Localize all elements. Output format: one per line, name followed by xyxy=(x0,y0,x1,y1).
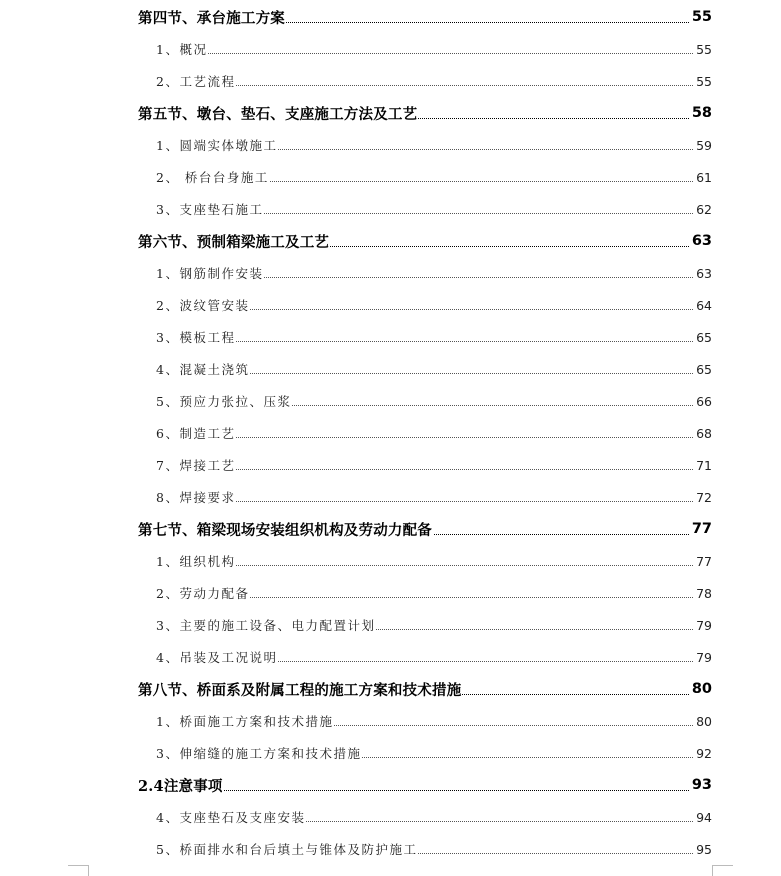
toc-page-number: 78 xyxy=(696,585,712,601)
toc-page-number: 77 xyxy=(691,521,712,537)
toc-subsection-entry[interactable] xyxy=(0,486,781,508)
toc-page-number: 63 xyxy=(696,265,712,281)
toc-page-number: 79 xyxy=(696,649,712,665)
toc-dot-leader xyxy=(160,437,693,438)
toc-page-number: 55 xyxy=(696,73,712,89)
toc-page-number: 79 xyxy=(696,617,712,633)
toc-subsection-entry[interactable] xyxy=(0,262,781,284)
toc-entry-title: 1、圆端实体墩施工 xyxy=(156,138,278,153)
toc-section-entry[interactable] xyxy=(0,102,781,124)
toc-subsection-entry[interactable] xyxy=(0,166,781,188)
toc-subsection-entry[interactable] xyxy=(0,198,781,220)
toc-page-number: 77 xyxy=(696,553,712,569)
toc-entry-title: 8、焊接要求 xyxy=(156,490,236,505)
toc-subsection-entry[interactable] xyxy=(0,710,781,732)
toc-page-number: 80 xyxy=(696,713,712,729)
toc-subsection-entry[interactable] xyxy=(0,294,781,316)
toc-page-number: 72 xyxy=(696,489,712,505)
toc-page-number: 68 xyxy=(696,425,712,441)
toc-subsection-entry[interactable] xyxy=(0,134,781,156)
toc-page-number: 80 xyxy=(691,681,712,697)
toc-dot-leader xyxy=(160,53,693,54)
toc-subsection-entry[interactable] xyxy=(0,614,781,636)
toc-dot-leader xyxy=(160,565,693,566)
toc-page-number: 71 xyxy=(696,457,712,473)
toc-entry-title: 2、工艺流程 xyxy=(156,74,236,89)
page-corner-mark-right xyxy=(712,865,733,876)
toc-entry-title: 第五节、墩台、垫石、支座施工方法及工艺 xyxy=(138,103,418,124)
toc-subsection-entry[interactable] xyxy=(0,742,781,764)
toc-page-number: 95 xyxy=(696,841,712,857)
toc-entry-title: 1、钢筋制作安装 xyxy=(156,266,264,281)
toc-entry-title: 2、 桥台台身施工 xyxy=(156,170,269,185)
toc-subsection-entry[interactable] xyxy=(0,358,781,380)
toc-page-number: 66 xyxy=(696,393,712,409)
toc-page-number: 92 xyxy=(696,745,712,761)
toc-page-number: 64 xyxy=(696,297,712,313)
toc-page-number: 65 xyxy=(696,329,712,345)
toc-subsection-entry[interactable] xyxy=(0,326,781,348)
page-corner-mark-left xyxy=(68,865,89,876)
toc-page-number: 55 xyxy=(691,9,712,25)
toc-page-number: 58 xyxy=(691,105,712,121)
toc-entry-title: 5、桥面排水和台后填土与锥体及防护施工 xyxy=(156,842,418,857)
toc-dot-leader xyxy=(160,341,693,342)
toc-section-entry[interactable] xyxy=(0,518,781,540)
toc-dot-leader xyxy=(160,501,693,502)
toc-entry-title: 第八节、桥面系及附属工程的施工方案和技术措施 xyxy=(138,679,462,700)
toc-entry-title: 3、主要的施工设备、电力配置计划 xyxy=(156,618,376,633)
toc-subsection-entry[interactable] xyxy=(0,454,781,476)
toc-entry-title: 2.4注意事项 xyxy=(138,775,224,796)
toc-subsection-entry[interactable] xyxy=(0,582,781,604)
toc-page-number: 62 xyxy=(696,201,712,217)
toc-entry-title: 3、伸缩缝的施工方案和技术措施 xyxy=(156,746,362,761)
toc-entry-title: 2、劳动力配备 xyxy=(156,586,250,601)
toc-subsection-entry[interactable] xyxy=(0,806,781,828)
toc-entry-title: 第四节、承台施工方案 xyxy=(138,7,286,28)
toc-page-number: 55 xyxy=(696,41,712,57)
toc-subsection-entry[interactable] xyxy=(0,422,781,444)
toc-page-number: 65 xyxy=(696,361,712,377)
toc-subsection-entry[interactable] xyxy=(0,646,781,668)
toc-page-number: 63 xyxy=(691,233,712,249)
toc-subsection-entry[interactable] xyxy=(0,838,781,860)
toc-section-entry[interactable] xyxy=(0,774,781,796)
toc-dot-leader xyxy=(160,469,693,470)
toc-entry-title: 2、波纹管安装 xyxy=(156,298,250,313)
toc-entry-title: 3、支座垫石施工 xyxy=(156,202,264,217)
toc-section-entry[interactable] xyxy=(0,6,781,28)
toc-subsection-entry[interactable] xyxy=(0,70,781,92)
toc-dot-leader xyxy=(160,85,693,86)
toc-page-number: 59 xyxy=(696,137,712,153)
toc-subsection-entry[interactable] xyxy=(0,390,781,412)
toc-entry-title: 4、支座垫石及支座安装 xyxy=(156,810,306,825)
toc-section-entry[interactable] xyxy=(0,678,781,700)
toc-entry-title: 1、概况 xyxy=(156,42,208,57)
toc-entry-title: 7、焊接工艺 xyxy=(156,458,236,473)
toc-entry-title: 3、模板工程 xyxy=(156,330,236,345)
toc-entry-title: 4、混凝土浇筑 xyxy=(156,362,250,377)
toc-page-number: 94 xyxy=(696,809,712,825)
toc-page-number: 93 xyxy=(691,777,712,793)
toc-subsection-entry[interactable] xyxy=(0,38,781,60)
toc-subsection-entry[interactable] xyxy=(0,550,781,572)
toc-entry-title: 5、预应力张拉、压浆 xyxy=(156,394,292,409)
toc-page-number: 61 xyxy=(696,169,712,185)
toc-entry-title: 1、组织机构 xyxy=(156,554,236,569)
toc-entry-title: 4、吊装及工况说明 xyxy=(156,650,278,665)
toc-entry-title: 1、桥面施工方案和技术措施 xyxy=(156,714,334,729)
toc-section-entry[interactable] xyxy=(0,230,781,252)
toc-entry-title: 6、制造工艺 xyxy=(156,426,236,441)
toc-entry-title: 第六节、预制箱梁施工及工艺 xyxy=(138,231,330,252)
toc-entry-title: 第七节、箱梁现场安装组织机构及劳动力配备 xyxy=(138,519,433,540)
